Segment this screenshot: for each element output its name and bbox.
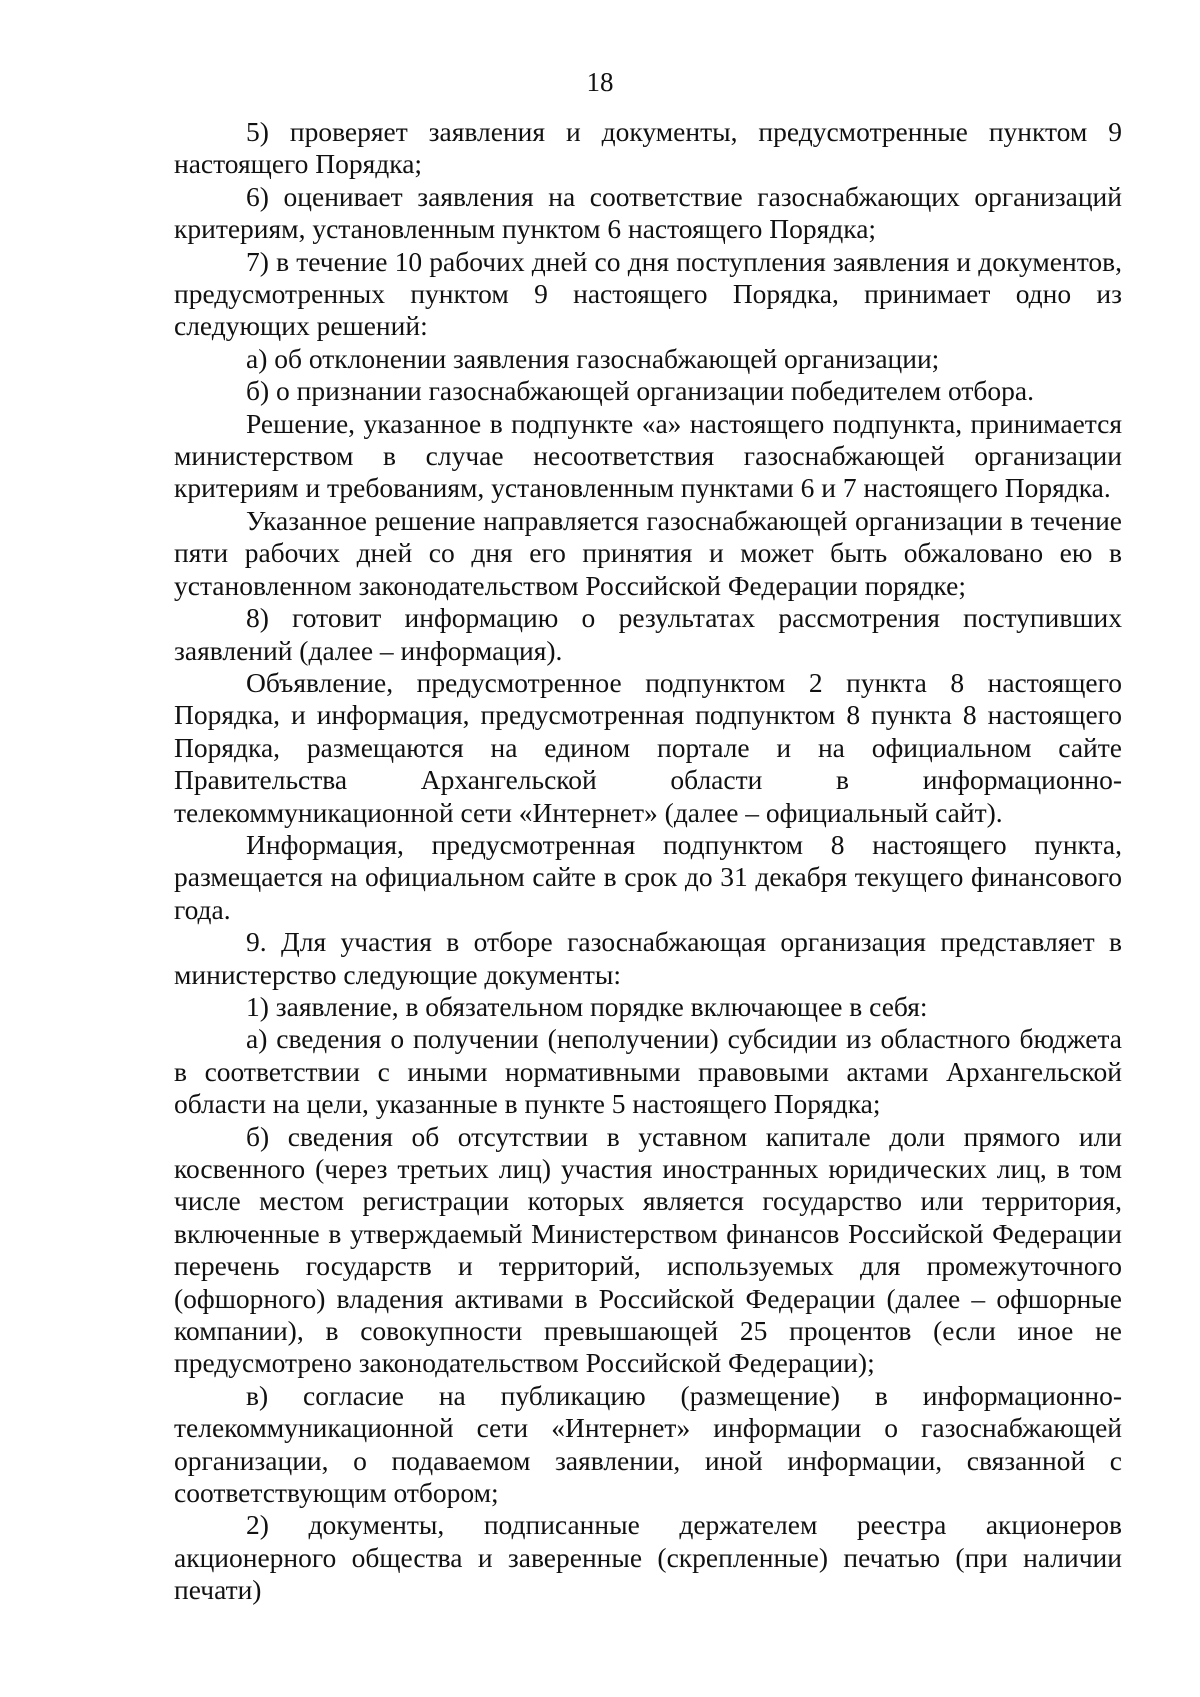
paragraph-information: Информация, предусмотренная подпунктом 8 настоящего пункта, размещается на официальном сайте в срок до 31 декабря текущего финансового года.: [174, 828, 1122, 925]
page-number: 18: [586, 67, 614, 97]
paragraph-application-b: б) сведения об отсутствии в уставном капитале доли прямого или косвенного (через третьих лиц) участия иностранных юридических лиц, в том числе местом регистрации которых является государство или территория, включенные в утверждаемый Министерством финансов Российской Федерации перечень государств и территорий, используемых для промежуточного (офшорного) владения активами в Российской Федерации (далее – офшорные компании), в совокупности превышающей 25 процентов (если иное не предусмотрено законодательством Российской Федерации);: [174, 1120, 1122, 1379]
paragraph-section-9: 9. Для участия в отборе газоснабжающая организация представляет в министерство следующие документы:: [174, 926, 1122, 990]
paragraph-item-7: 7) в течение 10 рабочих дней со дня поступления заявления и документов, предусмотренных пунктом 9 настоящего Порядка, принимает одно из следующих решений:: [174, 245, 1122, 342]
paragraph-application-a: а) сведения о получении (неполучении) субсидии из областного бюджета в соответствии с иными нормативными правовыми актами Архангельской области на цели, указанные в пункте 5 настоящего Порядка;: [174, 1023, 1122, 1120]
paragraph-documents: 2) документы, подписанные держателем реестра акционеров акционерного общества и заверенные (скрепленные) печатью (при наличии печати): [174, 1509, 1122, 1606]
paragraph-subitem-a: а) об отклонении заявления газоснабжающей организации;: [246, 342, 940, 374]
paragraph-application: 1) заявление, в обязательном порядке включающее в себя:: [246, 990, 928, 1022]
paragraph-decision: Решение, указанное в подпункте «а» настоящего подпункта, принимается министерством в случае несоответствия газоснабжающей организации критериям и требованиям, установленным пунктами 6 и 7 настоящего Порядка.: [174, 407, 1122, 504]
document-body: [174, 116, 1122, 1607]
paragraph-announcement: Объявление, предусмотренное подпунктом 2 пункта 8 настоящего Порядка, и информация, предусмотренная подпунктом 8 пункта 8 настоящего Порядка, размещаются на едином портале и на официальном сайте Правительства Архангельской области в информационно-телекоммуникационной сети «Интернет» (далее – официальный сайт).: [174, 666, 1122, 828]
paragraph-decision-notice: Указанное решение направляется газоснабжающей организации в течение пяти рабочих дней со дня его принятия и может быть обжаловано ею в установленном законодательством Российской Федерации порядке;: [174, 504, 1122, 601]
paragraph-application-c: в) согласие на публикацию (размещение) в информационно-телекоммуникационной сети «Интернет» информации о газоснабжающей организации, о подаваемом заявлении, иной информации, связанной с соответствующим отбором;: [174, 1379, 1122, 1509]
paragraph-item-6: 6) оценивает заявления на соответствие газоснабжающих организаций критериям, установленным пунктом 6 настоящего Порядка;: [174, 180, 1122, 245]
paragraph-item-8: 8) готовит информацию о результатах рассмотрения поступивших заявлений (далее – информация).: [174, 602, 1122, 666]
paragraph-subitem-b: б) о признании газоснабжающей организации победителем отбора.: [246, 375, 1034, 407]
paragraph-item-5: 5) проверяет заявления и документы, предусмотренные пунктом 9 настоящего Порядка;: [174, 116, 1122, 180]
